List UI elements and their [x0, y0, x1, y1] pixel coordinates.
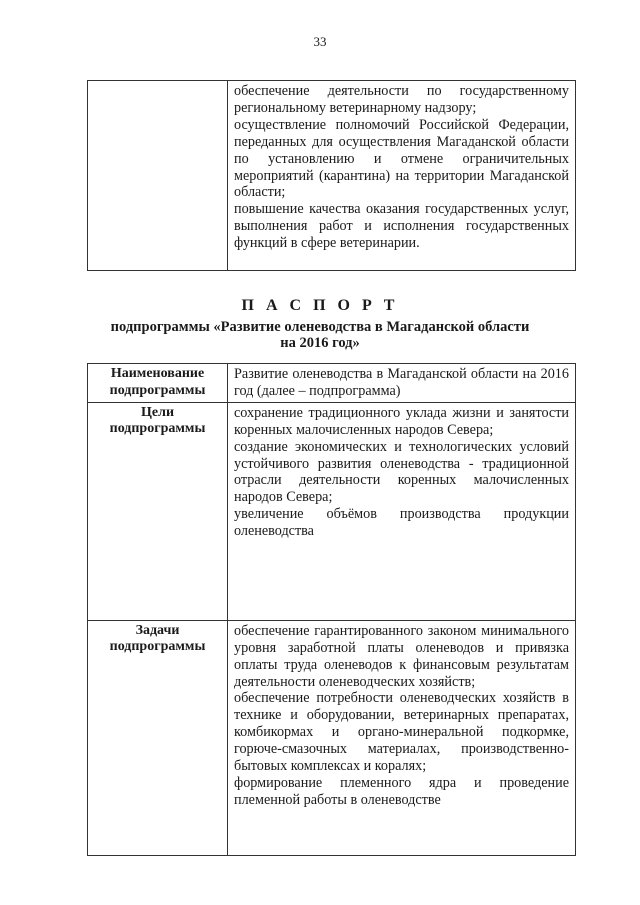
row-content-goals	[228, 402, 576, 620]
continuation-label-cell	[88, 81, 228, 271]
content-paragraph: обеспечение потребности оленеводческих хозяйств в технике и оборудовании, ветеринарных препаратах, комбикормах и органо-минеральной подкормке, горюче-смазочных материалах, производственно-бытовых комплексах и коралях;	[234, 690, 569, 775]
content-paragraph: создание экономических и технологических условий устойчивого развития оленеводства - традиционной отрасли деятельности коренных малочисленных народов Севера;	[234, 438, 569, 506]
row-content-name	[228, 364, 576, 403]
continuation-table	[87, 80, 576, 271]
row-label-name: Наименование подпрограммы	[88, 364, 228, 403]
content-paragraph: формирование племенного ядра и проведение племенной работы в оленеводстве	[234, 774, 569, 808]
passport-table	[87, 363, 576, 856]
page-number: 33	[313, 34, 327, 49]
content-paragraph: обеспечение гарантированного законом минимального уровня заработной платы оленеводов и привязка оплаты труда оленеводов к финансовым результатам деятельности оленеводческих хозяйств;	[234, 622, 569, 690]
content-paragraph: сохранение традиционного уклада жизни и занятости коренных малочисленных народов Севера;	[234, 404, 569, 438]
passport-subtitle-line1: подпрограммы «Развитие оленеводства в Магаданской области	[110, 319, 530, 335]
row-label-goals: Цели подпрограммы	[88, 402, 228, 620]
continuation-content-cell	[228, 81, 576, 271]
continuation-paragraph: осуществление полномочий Российской Федерации, переданных для осуществления Магаданской области по установлению и отмене ограничительных мероприятий (карантина) на территории Магаданской области;	[234, 116, 569, 201]
content-paragraph: Развитие оленеводства в Магаданской области на 2016 год (далее – подпрограмма)	[234, 366, 569, 399]
row-label-tasks: Задачи подпрограммы	[88, 620, 228, 855]
continuation-paragraph: повышение качества оказания государственных услуг, выполнения работ и исполнения государственных функций в сфере ветеринарии.	[234, 201, 569, 252]
content-paragraph: увеличение объёмов производства продукции оленеводства	[234, 506, 569, 540]
table-row	[88, 364, 576, 403]
passport-subtitle-line2: на 2016 год»	[280, 335, 360, 351]
row-content-tasks	[228, 620, 576, 855]
table-row	[88, 620, 576, 855]
table-row	[88, 402, 576, 620]
passport-title: П А С П О Р Т	[241, 297, 399, 314]
continuation-paragraph: обеспечение деятельности по государственному региональному ветеринарному надзору;	[234, 83, 569, 116]
